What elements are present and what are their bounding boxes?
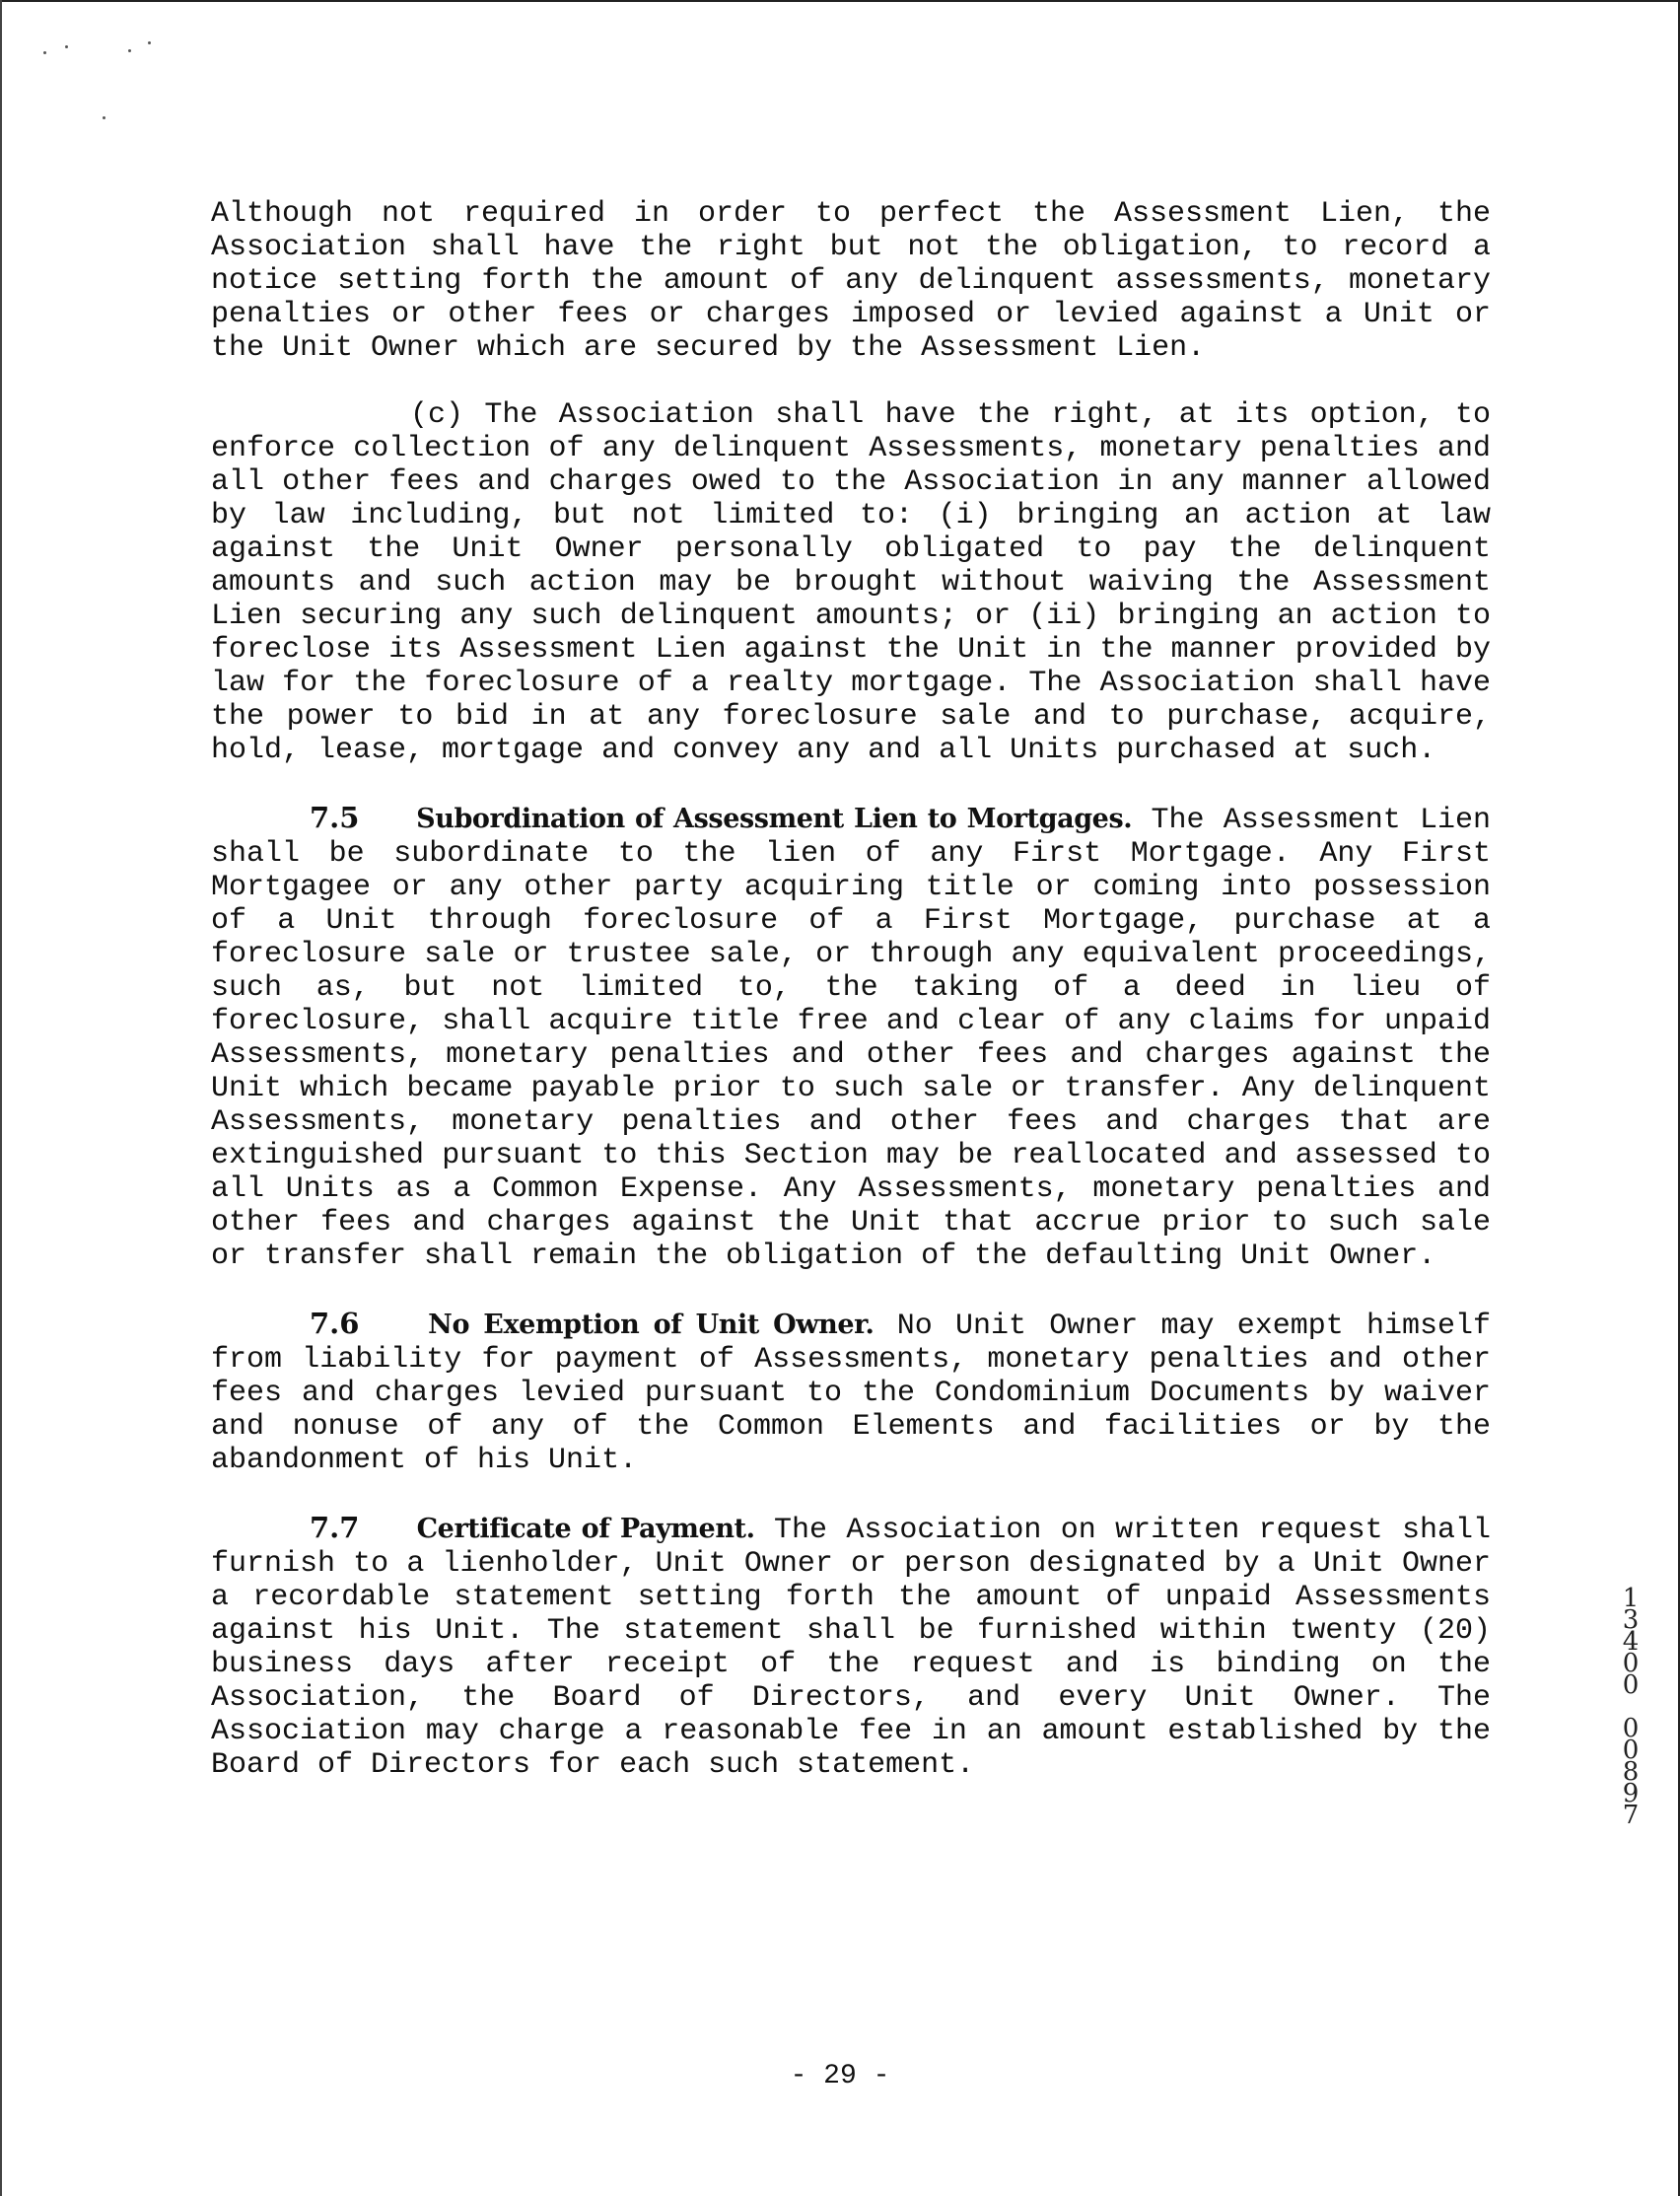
paragraph-c: (c) The Association shall have the right, at its option, to enforce collection of any delinquent Assessments, monetary penalties and all other fees and charges owed to the Association in any manner allowed by law including, but not limited to: (i) bringing an action at law against the Unit Owner personally obligated to pay the delinquent amounts and such action may be brought without waiving the Assessment Lien securing any such delinquent amounts; or (ii) bringing an action to foreclose its Assessment Lien against the Unit in the manner provided by law for the foreclosure of a realty mortgage. The Association shall have the power to bid in at any foreclosure sale and to purchase, acquire, hold, lease, mortgage and convey any and all Units purchased at such. [211, 398, 1491, 767]
document-body [211, 197, 1491, 1815]
paragraph-intro: Although not required in order to perfect the Assessment Lien, the Association shall have the right but not the obligation, to record a notice setting forth the amount of any delinquent assessments, monetary penalties or other fees or charges imposed or levied against a Unit or the Unit Owner which are secured by the Assessment Lien. [211, 197, 1491, 365]
stamp-digit: 0 [1622, 1736, 1640, 1765]
stamp-digit: 1 [1622, 1584, 1640, 1613]
section-7-7 [211, 1511, 1491, 1782]
section-number: 7.7 [310, 1511, 360, 1544]
section-title: No Exemption of Unit Owner. [428, 1310, 875, 1340]
stamp-digit: 9 [1622, 1779, 1640, 1808]
stamp-digit: 8 [1622, 1757, 1640, 1787]
scan-border-left [0, 0, 2, 2196]
scan-border-top [0, 0, 1680, 2]
section-body: The Assessment Lien shall be subordinate to the lien of any First Mortgage. Any First Mortgagee or any other party acquiring title or coming into possession of a Unit through foreclosure of a First Mortgage, purchase at a foreclosure sale or trustee sale, or through any equivalent proceedings, such as, but not limited to, the taking of a deed in lieu of foreclosure, shall acquire title free and clear of any claims for unpaid Assessments, monetary penalties and other fees and charges against the Unit which became payable prior to such sale or transfer. Any delinquent Assessments, monetary penalties and other fees and charges that are extinguished pursuant to this Section may be reallocated and assessed to all Units as a Common Expense. Any Assessments, monetary penalties and other fees and charges against the Unit that accrue prior to such sale or transfer shall remain the obligation of the defaulting Unit Owner. [211, 804, 1491, 1273]
page-number: - 29 - [790, 2061, 890, 2091]
section-body: The Association on written request shall furnish to a lienholder, Unit Owner or person designated by a Unit Owner a recordable statement setting forth the amount of unpaid Assessments against his Unit. The statement shall be furnished within twenty (20) business days after receipt of the request and is binding on the Association, the Board of Directors, and every Unit Owner. The Association may charge a reasonable fee in an amount established by the Board of Directors for each such statement. [211, 1514, 1491, 1782]
section-7-6 [211, 1307, 1491, 1477]
scan-speck [148, 41, 151, 44]
stamp-digit: 0 [1622, 1649, 1640, 1678]
stamp-group-1 [1613, 1584, 1648, 1700]
stamp-digit: 7 [1622, 1801, 1640, 1830]
scan-speck [43, 51, 46, 54]
stamp-digit: 0 [1622, 1670, 1640, 1700]
scan-speck [128, 49, 131, 52]
stamp-digit: 4 [1622, 1627, 1640, 1657]
section-body: No Unit Owner may exempt himself from liability for payment of Assessments, monetary penalties and other fees and charges levied pursuant to the Condominium Documents by waiver and nonuse of any of the Common Elements and facilities or by the abandonment of his Unit. [211, 1310, 1492, 1477]
section-title: Subordination of Assessment Lien to Mortgages. [416, 804, 1133, 834]
stamp-digit: 3 [1622, 1605, 1640, 1635]
section-7-5 [211, 801, 1491, 1273]
section-title: Certificate of Payment. [416, 1514, 755, 1544]
scan-speck [103, 116, 105, 119]
section-number: 7.6 [310, 1307, 360, 1340]
scan-speck [65, 45, 68, 48]
stamp-group-2 [1613, 1714, 1648, 1830]
stamp-digit: 0 [1622, 1714, 1640, 1743]
recording-number-stamp [1613, 1584, 1648, 1848]
section-number: 7.5 [310, 801, 360, 834]
